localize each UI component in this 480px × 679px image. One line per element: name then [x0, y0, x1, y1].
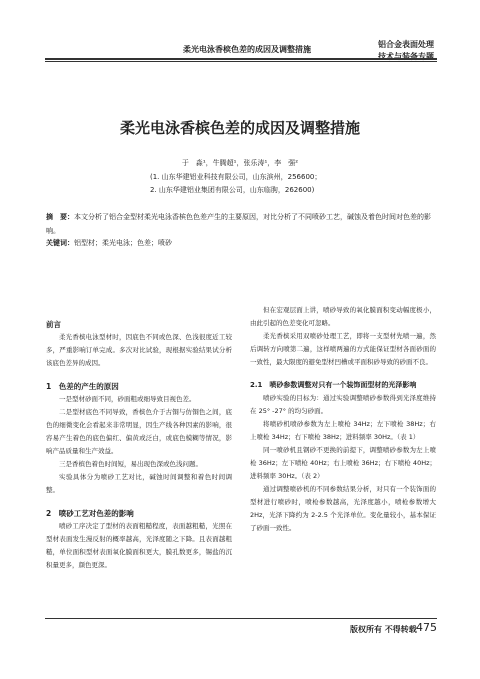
paragraph: 通过调整喷砂机的不同参数结果分析，对只有一个装饰面的型材进行喷砂时，喷枪参数越高，光泽度越小，喷枪参数增大 2Hz，光泽下降约为 2-2.5 个光泽单位。变化量较小，基本保证了砂面一致性。 — [250, 485, 436, 532]
paragraph: 实验具体分为喷砂工艺对比，碱蚀时间调整和着色时间调整。 — [46, 473, 232, 494]
left-column — [46, 318, 232, 572]
affiliation-2: 2. 山东华建铝业集团有限公司，山东临朐，262600) — [150, 186, 315, 194]
paragraph: 同一喷砂机且钢砂不更换的前提下，调整喷砂参数为左上喷枪 36Hz；左下喷枪 40Hz；右上喷枪 36Hz；右下喷枪 40Hz；进料频率 30Hz。（表 2） — [250, 446, 436, 480]
abstract — [46, 210, 436, 238]
abstract-label: 摘 要： — [46, 213, 74, 221]
paragraph: 喷砂实验的目标为：通过实验调整喷砂参数得到光泽度维持在 25° -27° 的均匀砂面。 — [250, 394, 436, 415]
header-rule — [45, 58, 437, 60]
header-rule-thin — [45, 61, 437, 62]
paragraph: 喷砂工序决定了型材的表面粗糙程度，表面越粗糙，光照在型材表面发生漫反射的概率越高，光泽度随之下降。且表面越粗糙，单位面积型材表面氧化膜面积更大，膜孔数更多，锡盐的沉积量更多，颜色更深。 — [46, 522, 232, 569]
section-heading: 前言 — [46, 320, 61, 329]
author-list: 于 淼¹，牛腾超¹，张乐涛¹，李 强² — [181, 159, 299, 167]
paragraph: 柔光香槟采用双喷砂处理工艺，即将一支型材先喷一遍，然后调转方向喷第二遍，这样喷两遍的方式能保证型材各面砂面的一致性，最大限度的避免型材凹槽或平面积砂导致的砂面不良。 — [250, 332, 436, 366]
abstract-text: 本文分析了铝合金型材柔光电泳香槟色色差产生的主要原因，对比分析了不同喷砂工艺，碱蚀及着色时间对色差的影响。 — [46, 213, 431, 235]
right-column — [250, 304, 436, 535]
keywords — [46, 238, 436, 248]
section-heading: 1 色差的产生的原因 — [46, 382, 119, 391]
paragraph: 但在宏观层面上讲，喷砂导致的氧化膜面积变动幅度极小，由此引起的色差变化可忽略。 — [250, 306, 436, 327]
paragraph: 柔光香槟电泳型材时，因底色不同或色深、色浅很度近工较多，严重影响订单完成。多次对比试验，现根据实验结果试分析该底色差异的成因。 — [46, 333, 232, 367]
section-heading: 2.1 喷砂参数调整对只有一个装饰面型材的光泽影响 — [250, 381, 417, 389]
affiliation-1: (1. 山东华建铝业科技有限公司，山东滨州，256600； — [150, 173, 322, 181]
paragraph: 一是型材砂面不同，砂面粗或细导致目视色差。 — [59, 395, 196, 403]
keywords-text: 铝型材；柔光电泳；色差；喷砂 — [74, 239, 172, 247]
keywords-label: 关键词： — [46, 239, 74, 247]
page-number: 475 — [416, 621, 437, 634]
running-title: 柔光电泳香槟色差的成因及调整措施 — [183, 45, 311, 54]
paragraph: 二是型材底色不同导致，香槟色介于古铜与仿铜色之间，底色的细微变化会看起来非常明显，因生产线各种因素的影响，很容易产生着色的底色偏红、偏黄或泛白，或底色模糊等情况，影响产品质量和生产效益。 — [46, 408, 232, 455]
paragraph: 三是香槟色着色时间短，易出现色深或色浅问题。 — [59, 460, 202, 468]
section-tag-line1: 铝合金表面处理 — [378, 40, 434, 49]
footer-rule — [45, 618, 437, 619]
paragraph: 将喷砂机喷砂参数为左上喷枪 34Hz；左下喷枪 38Hz；右上喷枪 34Hz；右下喷枪 38Hz；进料频率 30Hz。（表 1） — [250, 420, 436, 441]
paper-title: 柔光电泳香槟色差的成因及调整措施 — [119, 119, 360, 137]
copyright-notice: 版权所有 不得转载 — [350, 625, 417, 634]
section-heading: 2 喷砂工艺对色差的影响 — [46, 509, 134, 518]
section-tag-line2: 技术与装备专题 — [378, 52, 434, 61]
